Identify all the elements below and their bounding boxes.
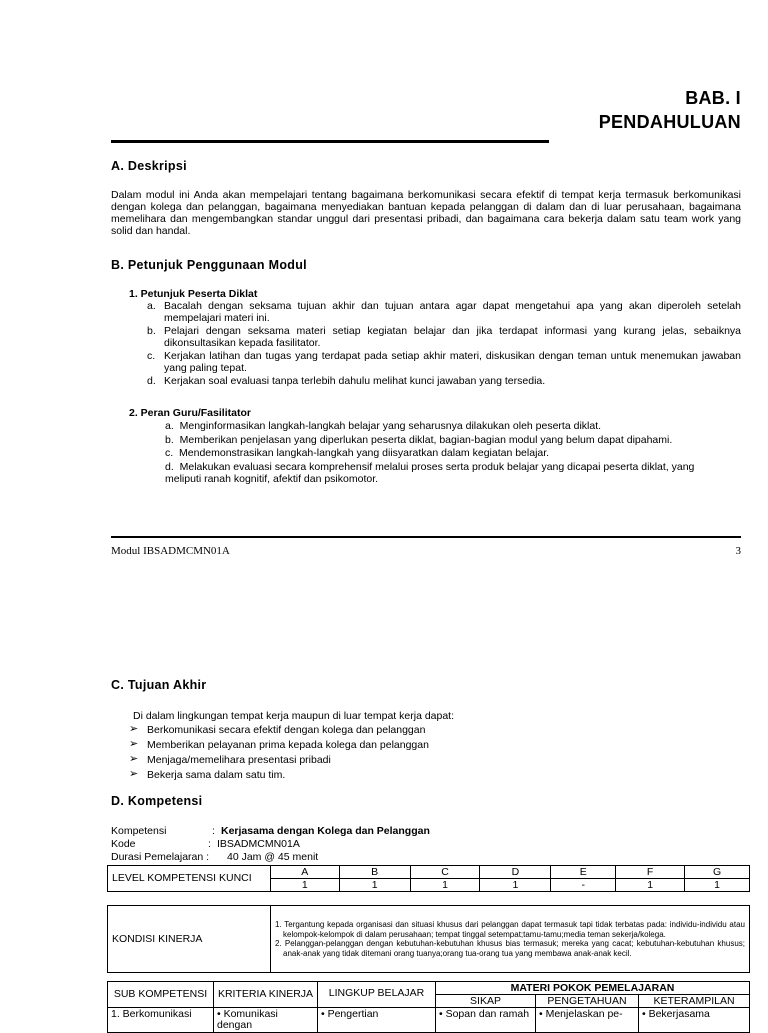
kode-label: Kode [111,838,136,850]
cell-sikap: • Sopan dan ramah [436,1008,536,1033]
cell-lingkup: • Pengertian [318,1008,436,1033]
cell-kriteria: • Komunikasi dengan [214,1008,318,1033]
level-letter: E [551,866,616,879]
header-pengetahuan: PENGETAHUAN [536,995,639,1008]
colon: : [208,838,211,850]
subheading-guru: 2. Peran Guru/Fasilitator [129,407,251,419]
header-keterampilan: KETERAMPILAN [639,995,750,1008]
list-item: ➢ Memberikan pelayanan prima kepada kolega dan pelanggan [129,738,429,751]
colon: : [212,825,215,837]
deskripsi-paragraph: Dalam modul ini Anda akan mempelajari tentang bagaimana berkomunikasi secara efektif di tempat kerja termasuk berkomunikasi dengan kolega dan pelanggan, bagaimana menyediakan bantuan kepada pelanggan di dalam dan di luar perusahaan, bagaimana memelihara dan mengembangkan standar unggul dari presentasi pribadi, dan bagaimana cara bekerja dalam satu team work yang solid dan handal. [111,189,741,237]
header-lingkup-belajar: LINGKUP BELAJAR [318,982,436,1008]
list-item: ➢ Bekerja sama dalam satu tim. [129,768,286,781]
level-letter: F [616,866,685,879]
tujuan-intro: Di dalam lingkungan tempat kerja maupun di luar tempat kerja dapat: [133,710,455,722]
kondisi-item: 2. Pelanggan-pelanggan dengan kebutuhan-kebutuhan khusus bias termasuk; mereka yang cacat; kebutuhan-kebutuhan khusus; anak-anak yang tidak ditemani orang tuanya;orang tua-orang tua yang membawa anak-anak kecil. [275,939,745,958]
section-heading-tujuan: C. Tujuan Akhir [111,678,207,692]
kompetensi-value: Kerjasama dengan Kolega dan Pelanggan [221,825,430,837]
cell-keterampilan: • Bekerjasama [639,1008,750,1033]
level-value: - [551,879,616,892]
level-value: 1 [616,879,685,892]
guru-list [165,420,741,485]
footer-rule [111,536,741,538]
list-item: c. Mendemonstrasikan langkah-langkah yang diisyaratkan dalam kegiatan belajar. [165,447,550,459]
header-materi-pokok: MATERI POKOK PEMELAJARAN [436,982,750,995]
header-sikap: SIKAP [436,995,536,1008]
arrow-bullet-icon: ➢ [129,738,139,750]
kompetensi-label: Kompetensi [111,825,167,837]
level-value: 1 [685,879,750,892]
list-item: c. Kerjakan latihan dan tugas yang terdapat pada setiap akhir materi, diskusikan dengan teman untuk menemukan jawaban yang paling tepat. [147,350,741,374]
footer-page-number: 3 [735,545,741,557]
list-item: b. Memberikan penjelasan yang diperlukan peserta diklat, bagian-bagian modul yang belum dapat dipahami. [165,433,673,446]
kondisi-item: 1. Tergantung kepada organisasi dan situasi khusus dari pelanggan dapat termasuk tapi tidak terbatas pada: individu-individu atau kelompok-kelompok di dalam perusahaan; tempat tinggal setempat;tamu-tamu;media teman sekerja/kolega. [275,920,745,939]
level-value: 1 [270,879,339,892]
list-item: d. Melakukan evaluasi secara komprehensif melalui proses serta produk belajar yang dicapai peserta diklat, yang meliputi ranah kognitif, afektif dan psikomotor. [165,460,695,485]
kondisi-kinerja-table [107,905,750,973]
level-kompetensi-table [107,865,750,892]
section-heading-petunjuk: B. Petunjuk Penggunaan Modul [111,258,307,272]
list-item: d. Kerjakan soal evaluasi tanpa terlebih dahulu melihat kunci jawaban yang tersedia. [147,375,546,387]
list-item: b. Pelajari dengan seksama materi setiap kegiatan belajar dan jika terdapat informasi yang kurang jelas, sebaiknya dikonsultasikan kepada fasilitator. [147,325,741,349]
list-item: ➢ Menjaga/memelihara presentasi pribadi [129,753,331,766]
cell-sub: 1. Berkomunikasi [108,1008,214,1033]
level-letter: B [339,866,410,879]
durasi-value: 40 Jam @ 45 menit [227,851,319,863]
list-item: ➢ Berkomunikasi secara efektif dengan kolega dan pelanggan [129,723,426,736]
level-letter: G [685,866,750,879]
kondisi-label: KONDISI KINERJA [108,906,271,973]
footer-module-code: Modul IBSADMCMN01A [111,545,230,557]
arrow-bullet-icon: ➢ [129,768,139,780]
header-sub-kompetensi: SUB KOMPETENSI [108,982,214,1008]
arrow-bullet-icon: ➢ [129,723,139,735]
level-letter: C [410,866,480,879]
kode-value: IBSADMCMN01A [217,838,300,850]
chapter-number: BAB. I [685,88,741,108]
materi-pokok-table [107,981,750,1033]
cell-pengetahuan: • Menjelaskan pe- [536,1008,639,1033]
kondisi-content [271,906,750,973]
section-heading-kompetensi: D. Kompetensi [111,794,203,808]
section-heading-deskripsi: A. Deskripsi [111,159,187,173]
arrow-bullet-icon: ➢ [129,753,139,765]
level-value: 1 [339,879,410,892]
level-letter: D [480,866,551,879]
list-item: a. Menginformasikan langkah-langkah belajar yang seharusnya dilakukan oleh peserta diklat. [165,420,602,432]
list-item: a. Bacalah dengan seksama tujuan akhir dan tujuan antara agar dapat mengetahui apa yang akan diperoleh setelah mempelajari materi ini. [147,300,741,324]
level-value: 1 [480,879,551,892]
header-kriteria-kinerja: KRITERIA KINERJA [214,982,318,1008]
chapter-title: PENDAHULUAN [598,112,741,132]
tujuan-list [129,724,689,781]
header-rule [111,140,549,143]
level-letter: A [270,866,339,879]
subheading-peserta: 1. Petunjuk Peserta Diklat [129,288,258,300]
level-value: 1 [410,879,480,892]
level-label: LEVEL KOMPETENSI KUNCI [108,866,271,892]
durasi-label: Durasi Pemelajaran : [111,851,210,863]
peserta-list [147,300,741,387]
chapter-heading [599,86,741,134]
